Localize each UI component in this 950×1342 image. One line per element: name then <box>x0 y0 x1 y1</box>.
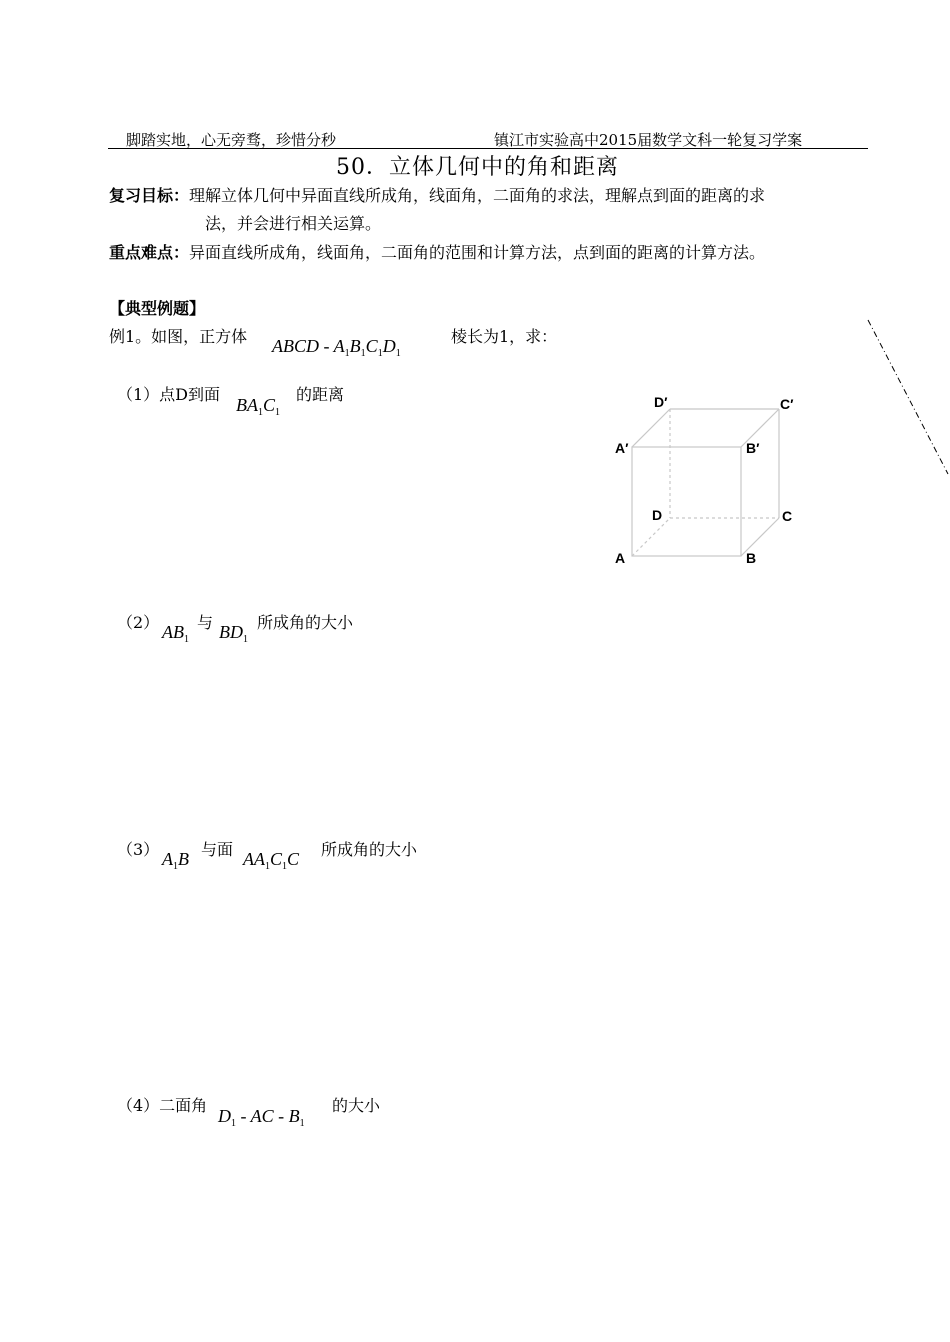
question-4-suffix: 的大小 <box>332 1096 381 1115</box>
cube-figure <box>610 395 800 565</box>
header-school: 镇江市实验高中2015届数学文科一轮复习学案 <box>494 131 803 149</box>
vertex-label-c1: C′ <box>780 396 794 412</box>
question-1-prefix: （1）点D到面 <box>117 385 221 404</box>
question-2-math-2: $BD_1$ <box>219 622 248 645</box>
key-points-label: 重点难点： <box>109 243 190 262</box>
goals-text-1: 理解立体几何中异面直线所成角，线面角，二面角的求法，理解点到面的距离的求 <box>189 186 766 205</box>
question-4-math: $D_1$ - AC - $B_1$ <box>218 1106 305 1129</box>
vertex-label-b1: B′ <box>746 440 760 456</box>
goals-label: 复习目标： <box>109 186 190 205</box>
header-motto: 脚踏实地，心无旁骛，珍惜分秒 <box>126 131 337 149</box>
key-points <box>109 240 765 263</box>
vertex-label-b: B <box>746 550 757 566</box>
question-3-mid: 与面 <box>201 840 234 859</box>
margin-dashdot-line <box>860 318 950 478</box>
question-3-math-2: $AA_1C_1C$ <box>243 849 300 872</box>
cube-front-face <box>632 447 741 556</box>
vertex-label-a1: A′ <box>615 440 629 456</box>
question-3-suffix: 所成角的大小 <box>321 840 418 859</box>
goals-line-2: 法，并会进行相关运算。 <box>205 214 382 233</box>
vertex-label-c: C <box>782 508 793 524</box>
vertex-label-d1: D′ <box>654 394 668 410</box>
question-2-mid: 与 <box>197 613 214 632</box>
example-1-suffix: 棱长为1，求： <box>451 327 558 346</box>
question-1-suffix: 的距离 <box>296 385 345 404</box>
question-4-prefix: （4）二面角 <box>117 1096 208 1115</box>
edge-a1-d1 <box>632 409 670 447</box>
header-rule <box>108 148 868 149</box>
question-2-math-1: $AB_1$ <box>162 622 189 645</box>
goals-line-1 <box>109 183 765 206</box>
key-points-text: 异面直线所成角，线面角，二面角的范围和计算方法，点到面的距离的计算方法。 <box>189 243 766 262</box>
example-1-prefix: 例1。如图，正方体 <box>109 327 248 346</box>
question-2-prefix: （2） <box>117 613 160 632</box>
page-title: 50．立体几何中的角和距离 <box>336 155 619 180</box>
section-heading: 【典型例题】 <box>109 299 206 318</box>
question-3-math-1: $A_1B$ <box>162 849 189 872</box>
question-1-math: $BA_1C_1$ <box>236 395 281 418</box>
edge-a-d <box>632 518 670 556</box>
vertex-label-a: A <box>615 550 626 566</box>
question-2-suffix: 所成角的大小 <box>257 613 354 632</box>
vertex-label-d: D <box>652 507 663 523</box>
example-1-math: ABCD - $A_1B_1C_1D_1$ <box>272 336 401 359</box>
question-3-prefix: （3） <box>117 840 160 859</box>
